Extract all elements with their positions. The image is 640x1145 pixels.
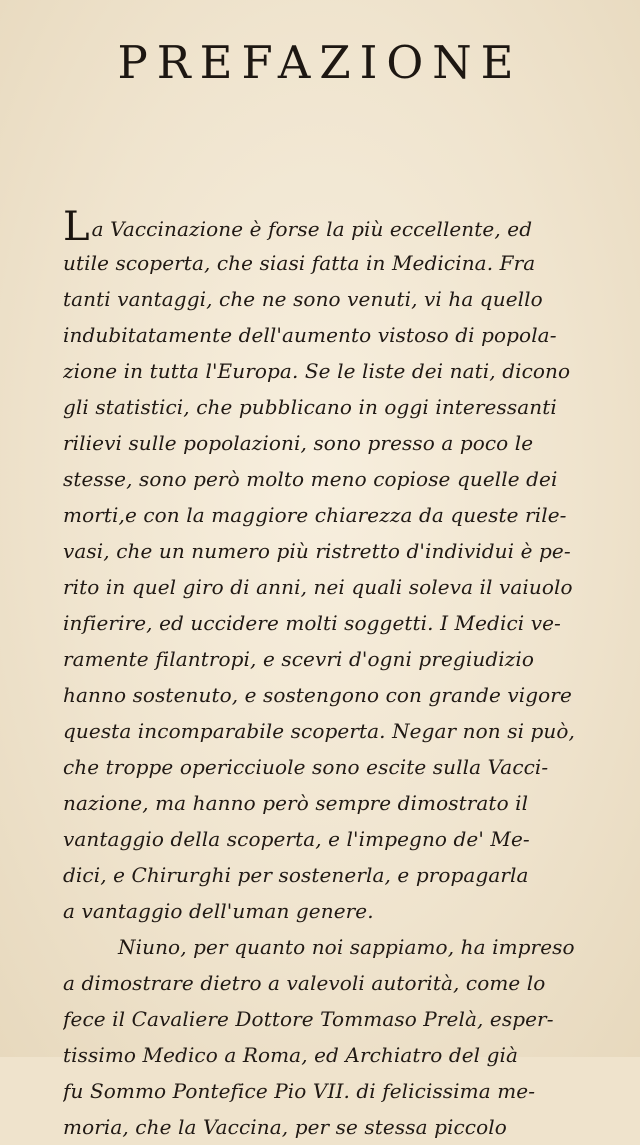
text-line: hanno sostenuto, e sostengono con grande vigore [63, 683, 572, 707]
text-line: tanti vantaggi, che ne sono venuti, vi ha quello [63, 287, 543, 311]
text-line: questa incomparabile scoperta. Negar non si può, [63, 719, 576, 743]
text-line [63, 209, 603, 245]
text-line: utile scoperta, che siasi fatta in Medicina. Fra [63, 251, 536, 275]
text-line: che troppe opericciuole sono escite sulla Vacci- [63, 755, 549, 779]
text-line: a vantaggio dell'uman genere. [63, 899, 374, 923]
text-line: ramente filantropi, e scevri d'ogni pregiudizio [63, 647, 534, 671]
text-line: rilievi sulle popolazioni, sono presso a poco le [63, 431, 534, 455]
drop-cap: L [63, 209, 90, 245]
text-line: moria, che la Vaccina, per se stessa piccolo [63, 1115, 507, 1139]
text-line: vantaggio della scoperta, e l'impegno de' Me- [63, 827, 530, 851]
text-line: vasi, che un numero più ristretto d'individui è pe- [63, 539, 571, 563]
text-line: gli statistici, che pubblicano in oggi interessanti [63, 395, 557, 419]
text-line: fu Sommo Pontefice Pio VII. di felicissima me- [63, 1079, 536, 1103]
text-line: fece il Cavaliere Dottore Tommaso Prelà, esper- [63, 1007, 554, 1031]
text-line: rito in quel giro di anni, nei quali soleva il vaiuolo [63, 575, 573, 599]
text-line: nazione, ma hanno però sempre dimostrato il [63, 791, 529, 815]
paragraph-start-line: Niuno, per quanto noi sappiamo, ha impreso [118, 935, 575, 959]
text-line: stesse, sono però molto meno copiose quelle dei [63, 467, 558, 491]
text-line: a dimostrare dietro a valevoli autorità, come lo [63, 971, 546, 995]
text-line-content: a Vaccinazione è forse la più eccellente, ed [91, 217, 533, 241]
text-line: dici, e Chirurghi per sostenerla, e propagarla [63, 863, 529, 887]
text-line: morti,e con la maggiore chiarezza da queste rile- [63, 503, 567, 527]
text-line: zione in tutta l'Europa. Se le liste dei nati, dicono [63, 359, 571, 383]
text-line: indubitatamente dell'aumento vistoso di popola- [63, 323, 557, 347]
page-title: PREFAZIONE [117, 36, 523, 89]
text-line: infierire, ed uccidere molti soggetti. I Medici ve- [63, 611, 561, 635]
preface-text [63, 209, 603, 1145]
text-line: tissimo Medico a Roma, ed Archiatro del già [63, 1043, 519, 1067]
